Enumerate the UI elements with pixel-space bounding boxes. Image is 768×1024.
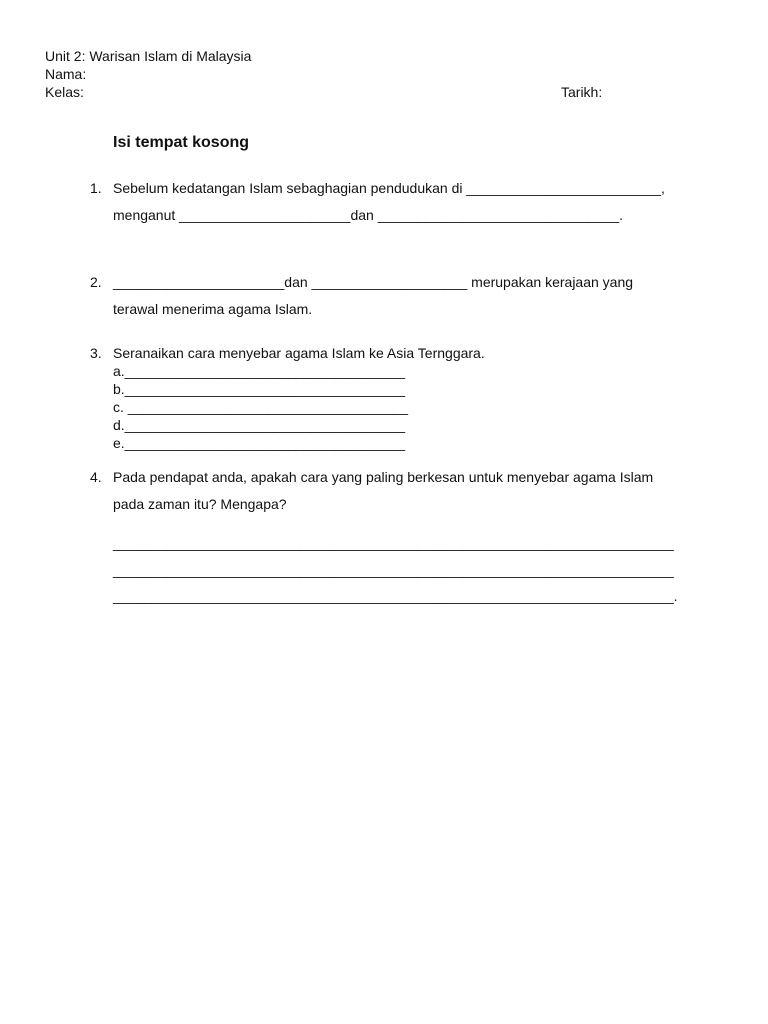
- question-3-line-1: Seranaikan cara menyebar agama Islam ke Asia Ternggara.: [113, 345, 485, 361]
- question-4-answer-line-1: ________________________________________________________________________: [113, 535, 674, 551]
- question-2-line-1: ______________________dan ____________________ merupakan kerajaan yang: [113, 274, 634, 290]
- question-1-line-2: menganut ______________________dan _______________________________.: [113, 207, 623, 223]
- section-title: Isi tempat kosong: [113, 134, 250, 151]
- nama-label: Nama:: [45, 66, 87, 82]
- question-4-line-1: Pada pendapat anda, apakah cara yang paling berkesan untuk menyebar agama Islam: [113, 469, 654, 485]
- kelas-label: Kelas:: [45, 84, 84, 100]
- question-2-line-2: terawal menerima agama Islam.: [113, 301, 313, 317]
- question-4-answer-line-3: ________________________________________________________________________.: [113, 588, 678, 604]
- question-4-answer-line-2: ________________________________________________________________________: [113, 562, 674, 578]
- question-4-number: 4.: [90, 469, 102, 485]
- question-4-line-2: pada zaman itu? Mengapa?: [113, 496, 287, 512]
- question-3-item-d: d.____________________________________: [113, 417, 405, 433]
- unit-title: Unit 2: Warisan Islam di Malaysia: [45, 48, 252, 64]
- question-3-item-a: a.____________________________________: [113, 363, 405, 379]
- question-3-item-e: e.____________________________________: [113, 435, 405, 451]
- question-3-item-b: b.____________________________________: [113, 381, 405, 397]
- question-1-line-1: Sebelum kedatangan Islam sebaghagian pendudukan di _________________________,: [113, 180, 665, 196]
- question-1-number: 1.: [90, 180, 102, 196]
- question-3-number: 3.: [90, 345, 102, 361]
- question-2-number: 2.: [90, 274, 102, 290]
- question-3-item-c: c. ____________________________________: [113, 399, 409, 415]
- tarikh-label: Tarikh:: [561, 84, 603, 100]
